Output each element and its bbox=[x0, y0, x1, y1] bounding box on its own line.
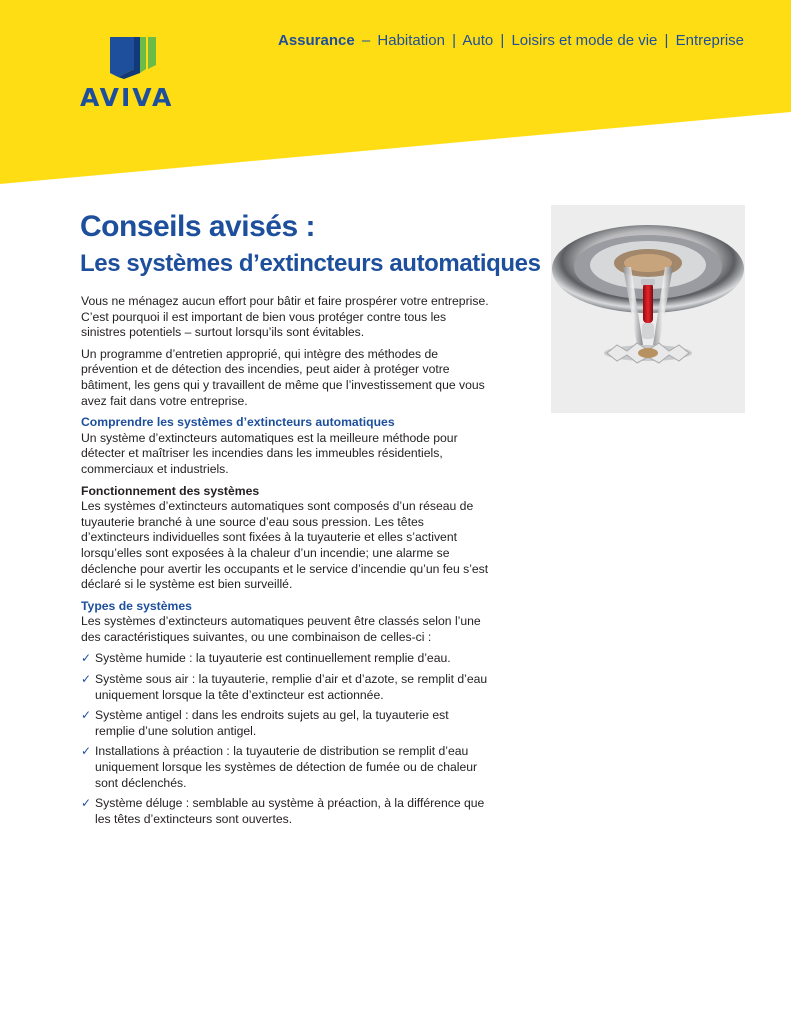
list-item: ✓ Installations à préaction : la tuyauterie de distribution se remplit d’eau uniquement lorsque les systèmes de détection de fumée ou de chaleur sont déclenchés. bbox=[81, 744, 478, 790]
nav-assurance[interactable]: Assurance bbox=[277, 32, 355, 49]
checkmark-icon: ✓ bbox=[81, 672, 92, 687]
section-comprendre bbox=[81, 415, 491, 477]
aviva-logo[interactable] bbox=[80, 35, 186, 111]
nav-separator: | bbox=[664, 32, 669, 49]
nav-item-habitation[interactable]: Habitation bbox=[377, 32, 445, 49]
section-text: Les systèmes d’extincteurs automatiques sont composés d’un réseau de tuyauterie branché à une source d’eau sous pression. Les têtes d’extincteurs individuelles sont fixées à la tuyauterie et elles s’activent lorsqu’elles sont exposées à la chaleur d’un incendie; une alarme se déclenche pour avertir les occupants et le service d’incendie qu’un feu s’est déclaré si le système est bien surveillé. bbox=[81, 499, 489, 592]
checkmark-icon: ✓ bbox=[81, 708, 92, 723]
list-item: ✓ Système déluge : semblable au système à préaction, à la différence que les têtes d’extincteurs sont ouvertes. bbox=[81, 796, 485, 826]
checkmark-icon: ✓ bbox=[81, 651, 92, 666]
list-item: ✓ Système antigel : dans les endroits sujets au gel, la tuyauterie est remplie d’une solution antigel. bbox=[81, 708, 449, 738]
page-subtitle: Les systèmes d’extincteurs automatiques bbox=[80, 250, 541, 277]
nav-separator: | bbox=[452, 32, 457, 49]
section-heading: Types de systèmes bbox=[81, 598, 192, 613]
aviva-wordmark: AVIVA bbox=[80, 83, 174, 112]
section-fonctionnement bbox=[81, 484, 491, 593]
section-text: Un système d’extincteurs automatiques est la meilleure méthode pour détecter et maîtriser les incendies dans les immeubles résidentiels, commerciaux et industriels. bbox=[81, 430, 458, 476]
nav-item-loisirs[interactable]: Loisirs et mode de vie bbox=[511, 32, 658, 49]
intro-paragraph: Vous ne ménagez aucun effort pour bâtir et faire prospérer votre entreprise. C’est pourquoi il est important de bien vous protéger contre tous les sinistres potentiels – surtout lorsqu’ils sont évitables. bbox=[81, 294, 489, 340]
nav-item-entreprise[interactable]: Entreprise bbox=[675, 32, 744, 49]
list-item: ✓ Système sous air : la tuyauterie, remplie d’air et d’azote, se remplit d’eau uniquement lorsque la tête d’extincteur est actionnée. bbox=[81, 672, 488, 702]
top-nav bbox=[278, 32, 744, 49]
section-text: Les systèmes d’extincteurs automatiques peuvent être classés selon l’une des caractéristiques suivantes, ou une combinaison de celles-ci : bbox=[81, 614, 481, 644]
nav-item-auto[interactable]: Auto bbox=[462, 32, 494, 49]
aviva-logo-mark bbox=[110, 35, 156, 79]
nav-separator: | bbox=[500, 32, 505, 49]
checkmark-icon: ✓ bbox=[81, 796, 92, 811]
section-types bbox=[81, 599, 491, 646]
section-heading: Comprendre les systèmes d’extincteurs automatiques bbox=[81, 415, 395, 430]
page-title: Conseils avisés : bbox=[80, 210, 315, 243]
intro-paragraph: Un programme d’entretien approprié, qui intègre des méthodes de prévention et de détection des incendies, peut aider à protéger votre bâtiment, les gens qui y travaillent de même que l’investissement que vous avez fait dans votre entreprise. bbox=[81, 346, 485, 408]
system-types-list bbox=[81, 651, 491, 827]
article-body bbox=[81, 294, 491, 832]
sprinkler-head-photo bbox=[551, 205, 745, 413]
nav-dash: – bbox=[361, 32, 371, 49]
section-heading: Fonctionnement des systèmes bbox=[81, 483, 260, 498]
list-item: ✓ Système humide : la tuyauterie est continuellement remplie d’eau. bbox=[81, 651, 451, 666]
checkmark-icon: ✓ bbox=[81, 744, 92, 759]
